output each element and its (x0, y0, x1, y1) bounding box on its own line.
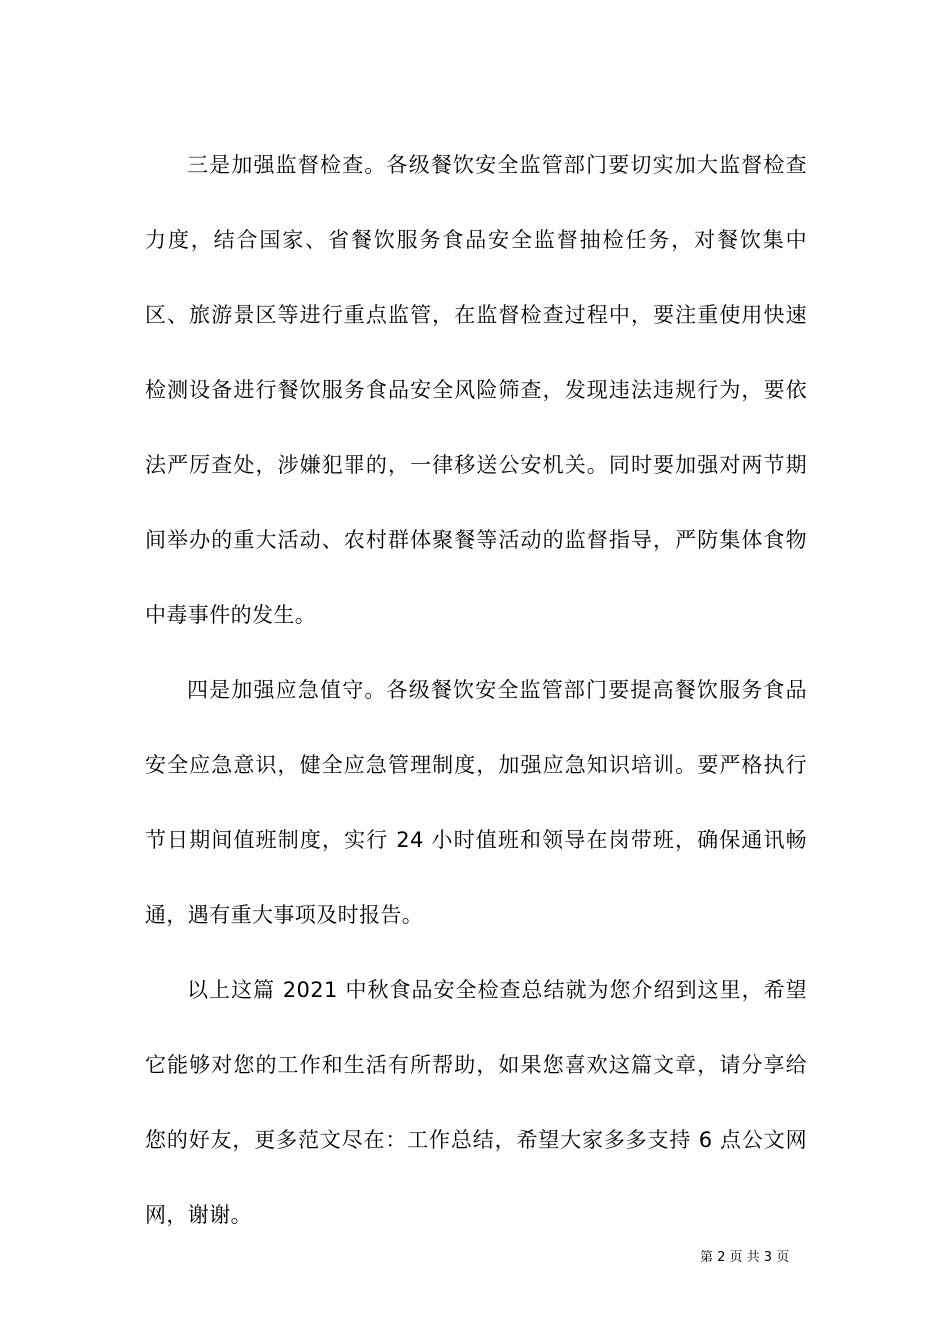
page-number-footer: 第 2 页 共 3 页 (700, 1250, 790, 1265)
paragraph-emergency-duty: 四是加强应急值守。各级餐饮安全监管部门要提高餐饮服务食品安全应急意识，健全应急管理制度，加强应急知识培训。要严格执行节日期间值班制度，实行 24 小时值班和领导在岗带班，确保通讯畅通，遇有重大事项及时报告。 (145, 678, 807, 927)
paragraph-closing: 以上这篇 2021 中秋食品安全检查总结就为您介绍到这里，希望它能够对您的工作和生活有所帮助，如果您喜欢这篇文章，请分享给您的好友，更多范文尽在：工作总结，希望大家多多支持 6 点公文网网，谢谢。 (145, 978, 807, 1227)
paragraph-supervision-inspection: 三是加强监督检查。各级餐饮安全监管部门要切实加大监督检查力度，结合国家、省餐饮服务食品安全监督抽检任务，对餐饮集中区、旅游景区等进行重点监管，在监督检查过程中，要注重使用快速检测设备进行餐饮服务食品安全风险筛查，发现违法违规行为，要依法严厉查处，涉嫌犯罪的，一律移送公安机关。同时要加强对两节期间举办的重大活动、农村群体聚餐等活动的监督指导，严防集体食物中毒事件的发生。 (145, 153, 807, 627)
document-body (145, 128, 807, 1253)
